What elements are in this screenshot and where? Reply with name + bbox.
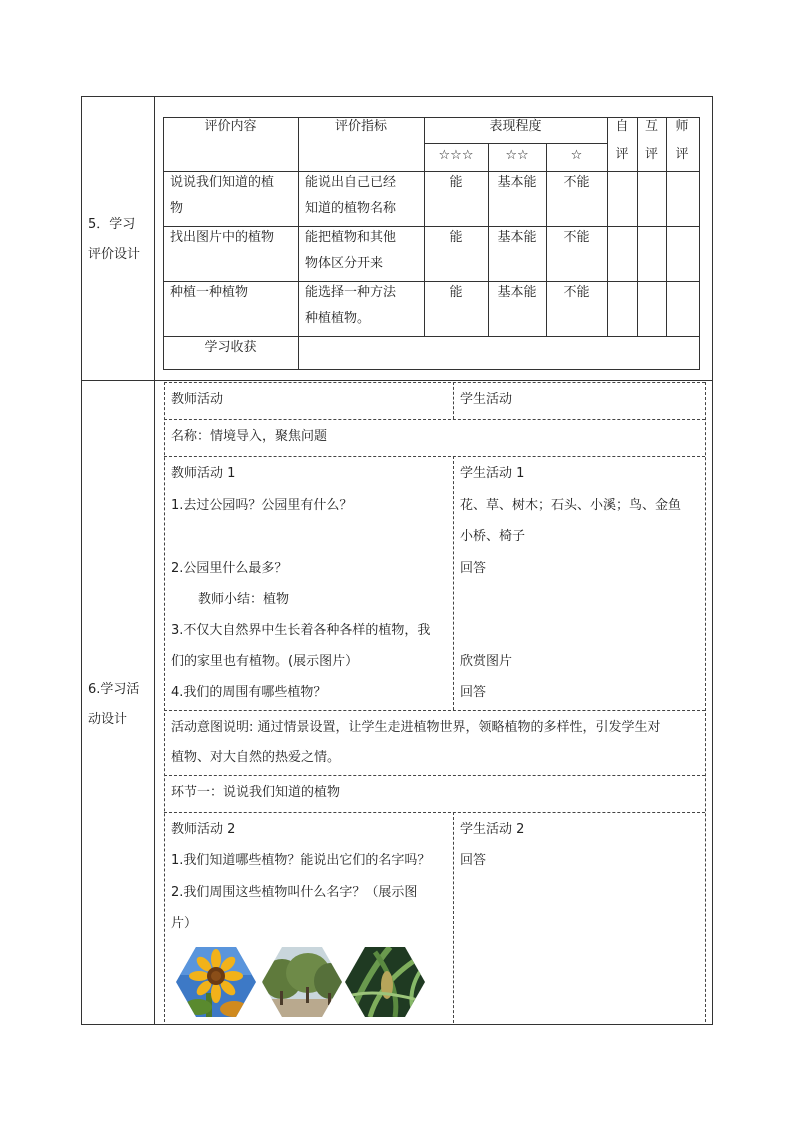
- teacher-q2: 2.公园里什么最多？: [171, 561, 288, 576]
- student-a2: 回答: [460, 561, 487, 576]
- row2-content-line1: 找出图片中的植物: [170, 230, 275, 245]
- row2-indicator-line1: 能把植物和其他: [305, 230, 397, 245]
- intent-line2: 植物、对大自然的热爱之情。: [171, 750, 341, 765]
- student-activity-1-title: 学生活动 1: [460, 466, 525, 481]
- row3-content-line1: 种植一种植物: [170, 285, 249, 300]
- student-a1-line2: 小桥、椅子: [460, 529, 526, 544]
- header-teacher-2: 评: [675, 147, 689, 162]
- header-teacher-1: 师: [675, 119, 689, 134]
- header-peer-1: 互: [644, 119, 658, 134]
- teacher2-q2-line1: 2.我们周围这些植物叫什么名字？（展示图: [171, 885, 418, 900]
- row1-indicator-line2: 知道的植物名称: [305, 201, 397, 216]
- teacher2-q2-line2: 片）: [171, 916, 198, 931]
- row2-level-3: 能: [449, 230, 463, 245]
- header-content: 评价内容: [204, 119, 257, 134]
- header-indicator: 评价指标: [334, 119, 387, 134]
- header-self-2: 评: [615, 147, 629, 162]
- teacher-q3-line2: 们的家里也有植物。(展示图片）: [171, 654, 359, 669]
- header-stars-2: ☆☆: [505, 148, 529, 163]
- student-a4: 回答: [460, 685, 487, 700]
- teacher-q4: 4.我们的周围有哪些植物？: [171, 685, 327, 700]
- teacher2-q1: 1.我们知道哪些植物？能说出它们的名字吗？: [171, 853, 431, 868]
- section5-label-line2: 评价设计: [88, 247, 141, 262]
- teacher-q1: 1.去过公园吗？公园里有什么？: [171, 498, 353, 513]
- sunflower-image: [176, 947, 256, 1017]
- teacher-activity-2-title: 教师活动 2: [171, 822, 236, 837]
- row2-level-2: 基本能: [497, 230, 537, 245]
- trees-image: [262, 947, 342, 1017]
- teacher-summary: 教师小结：植物: [198, 592, 290, 607]
- header-stars-1: ☆: [570, 148, 583, 163]
- row1-indicator-line1: 能说出自己已经: [305, 175, 397, 190]
- student-a3: 欣赏图片: [460, 654, 513, 669]
- activity-name: 名称：情境导入，聚焦问题: [171, 429, 328, 444]
- row1-content-line2: 物: [170, 201, 184, 216]
- teacher-q3-line1: 3.不仅大自然界中生长着各种各样的植物，我: [171, 623, 431, 638]
- label-column-divider: [154, 96, 155, 1024]
- row2-level-1: 不能: [563, 230, 590, 245]
- section-divider: [81, 380, 712, 381]
- row3-indicator-line1: 能选择一种方法: [305, 285, 397, 300]
- student-activity-2-title: 学生活动 2: [460, 822, 525, 837]
- stage-1-title: 环节一：说说我们知道的植物: [171, 785, 341, 800]
- student2-a1: 回答: [460, 853, 487, 868]
- header-performance: 表现程度: [489, 119, 542, 134]
- header-stars-3: ☆☆☆: [438, 148, 474, 163]
- intent-line1: 活动意图说明: 通过情景设置，让学生走进植物世界，领略植物的多样性，引发学生对: [171, 720, 661, 735]
- row3-level-3: 能: [449, 285, 463, 300]
- row1-level-3: 能: [449, 175, 463, 190]
- row3-indicator-line2: 种植植物。: [305, 311, 371, 326]
- harvest-label: 学习收获: [204, 340, 257, 355]
- row3-level-2: 基本能: [497, 285, 537, 300]
- row1-content-line1: 说说我们知道的植: [170, 175, 275, 190]
- row1-level-2: 基本能: [497, 175, 537, 190]
- teacher-activity-1-title: 教师活动 1: [171, 466, 236, 481]
- row1-level-1: 不能: [563, 175, 590, 190]
- student-activity-header: 学生活动: [460, 392, 513, 407]
- header-peer-2: 评: [644, 147, 658, 162]
- corn-image: [345, 947, 425, 1017]
- row3-level-1: 不能: [563, 285, 590, 300]
- student-a1-line1: 花、草、树木；石头、小溪；鸟、金鱼: [460, 498, 682, 513]
- section6-label-line2: 动设计: [88, 712, 128, 727]
- row2-indicator-line2: 物体区分开来: [305, 256, 384, 271]
- header-self-1: 自: [615, 119, 629, 134]
- teacher-activity-header: 教师活动: [171, 392, 224, 407]
- section5-label-line1: 5．学习: [88, 217, 136, 232]
- section6-label-line1: 6.学习活: [88, 682, 140, 697]
